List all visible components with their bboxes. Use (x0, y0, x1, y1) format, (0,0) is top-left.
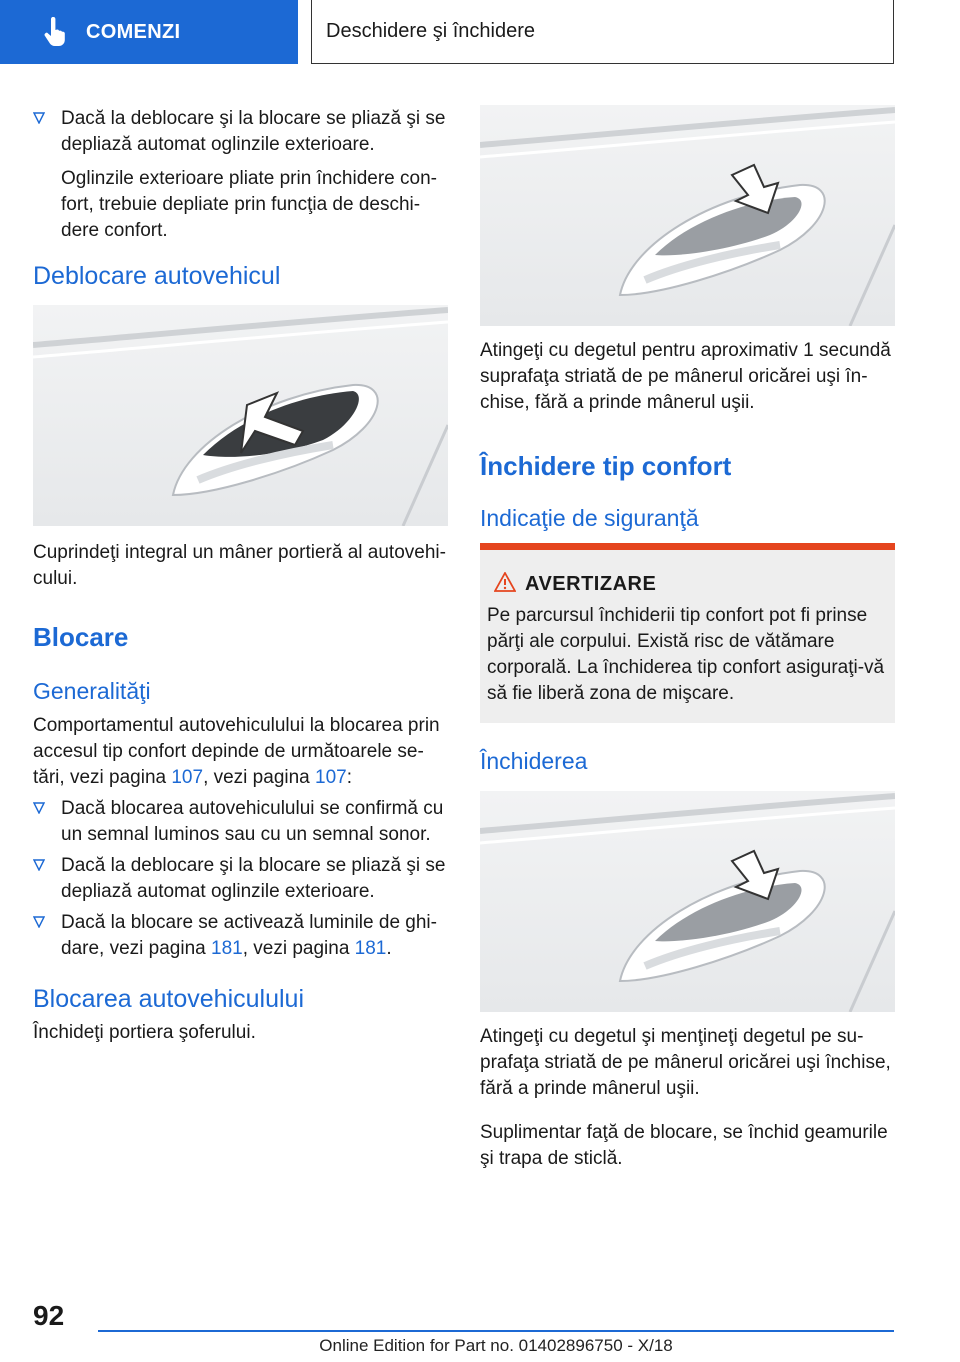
door-handle-close-illustration (480, 791, 895, 1012)
chapter-tab[interactable] (0, 0, 298, 64)
heading-blocarea-auto: Blocarea autovehiculului (33, 985, 305, 1013)
triangle-bullet-icon (33, 859, 45, 871)
hand-pointer-icon (42, 17, 68, 47)
bullet-text: Dacă blocarea autovehiculului se confirmă cu un semnal luminos sau cu un semnal sonor. (61, 798, 444, 845)
door-handle-illustration (33, 305, 448, 526)
warning-bar (480, 543, 895, 550)
bullet-note: Oglinzile exterioare pliate prin închidere confort, trebuie depliate prin funcţia de deschidere confort. (61, 168, 437, 241)
triangle-bullet-icon (33, 112, 45, 124)
ref-end: . (386, 938, 392, 959)
page-ref-link[interactable]: 181 (211, 938, 243, 959)
page-number: 92 (33, 1300, 65, 1331)
ref-end: : (346, 767, 353, 788)
heading-inchidere-confort: Închidere tip confort (480, 451, 732, 481)
bullet-text: Dacă la deblocare şi la blocare se pliază şi se depliază automat oglinzile exterioare. (61, 855, 446, 902)
caption-deblocare: Cuprindeţi integral un mâner portieră al autovehicului. (33, 542, 446, 589)
bullet-text (61, 910, 448, 962)
blocarea-paragraph: Închideţi portiera şoferului. (33, 1022, 256, 1043)
chapter-label: COMENZI (86, 20, 181, 43)
list-item (33, 853, 448, 905)
ref-separator: , vezi pagina (203, 767, 316, 788)
heading-indicatie: Indicaţie de siguranţă (480, 505, 699, 531)
list-item (33, 910, 448, 962)
section-title: Deschidere şi închidere (326, 20, 535, 42)
list-item (33, 106, 448, 244)
door-handle-touch-illustration (480, 105, 895, 326)
page-ref-link[interactable]: 181 (354, 938, 387, 959)
warning-triangle-icon (494, 572, 516, 592)
generalitati-paragraph (33, 713, 448, 791)
door-handle-figure (33, 305, 448, 526)
bullet-text: Dacă la deblocare şi la blocare se pliază şi se depliază automat oglinzile exterioare. (61, 108, 446, 155)
heading-blocare: Blocare (33, 622, 129, 652)
door-handle-touch-figure (480, 105, 895, 326)
caption-top-right: Atingeţi cu degetul pentru aproximativ 1 secundă suprafaţa striată de pe mânerul oricărei uşi închise, fără a prinde mânerul uşii. (480, 340, 891, 413)
footer-edition: Online Edition for Part no. 01402896750 - X/18 (319, 1336, 673, 1355)
heading-deblocare: Deblocare autovehicul (33, 262, 281, 290)
heading-inchiderea: Închiderea (480, 748, 588, 774)
page-ref-link[interactable]: 107 (315, 767, 347, 788)
triangle-bullet-icon (33, 916, 45, 928)
warning-title: AVERTIZARE (525, 573, 657, 595)
heading-generalitati: Generalităţi (33, 678, 151, 704)
caption-bottom-right: Atingeţi cu degetul şi menţineţi degetul pe suprafaţa striată de pe mânerul oricărei uşi închise, fără a prinde mânerul uşii. (480, 1026, 891, 1099)
triangle-bullet-icon (33, 802, 45, 814)
bullet-text-part: Dacă la blocare se activează luminile de ghidare, vezi pagina (61, 912, 437, 959)
ref-separator: , vezi pagina (242, 938, 355, 959)
warning-text: Pe parcursul închiderii tip confort pot fi prinse părţi ale corpului. Există risc de vătămare corporală. La închiderea tip confort asiguraţi-vă să fie liberă zona de mişcare. (487, 605, 885, 704)
warning-box (480, 543, 895, 723)
footer-divider (98, 1330, 894, 1332)
door-handle-close-figure (480, 791, 895, 1012)
suplimentar-paragraph: Suplimentar faţă de blocare, se închid geamurile şi trapa de sticlă. (480, 1122, 888, 1169)
list-item (33, 796, 448, 848)
generalitati-text: Comportamentul autovehiculului la blocarea prin accesul tip confort depinde de următoarele setări, vezi pagina (33, 715, 440, 788)
page-ref-link[interactable]: 107 (171, 767, 204, 788)
section-header (311, 0, 894, 64)
